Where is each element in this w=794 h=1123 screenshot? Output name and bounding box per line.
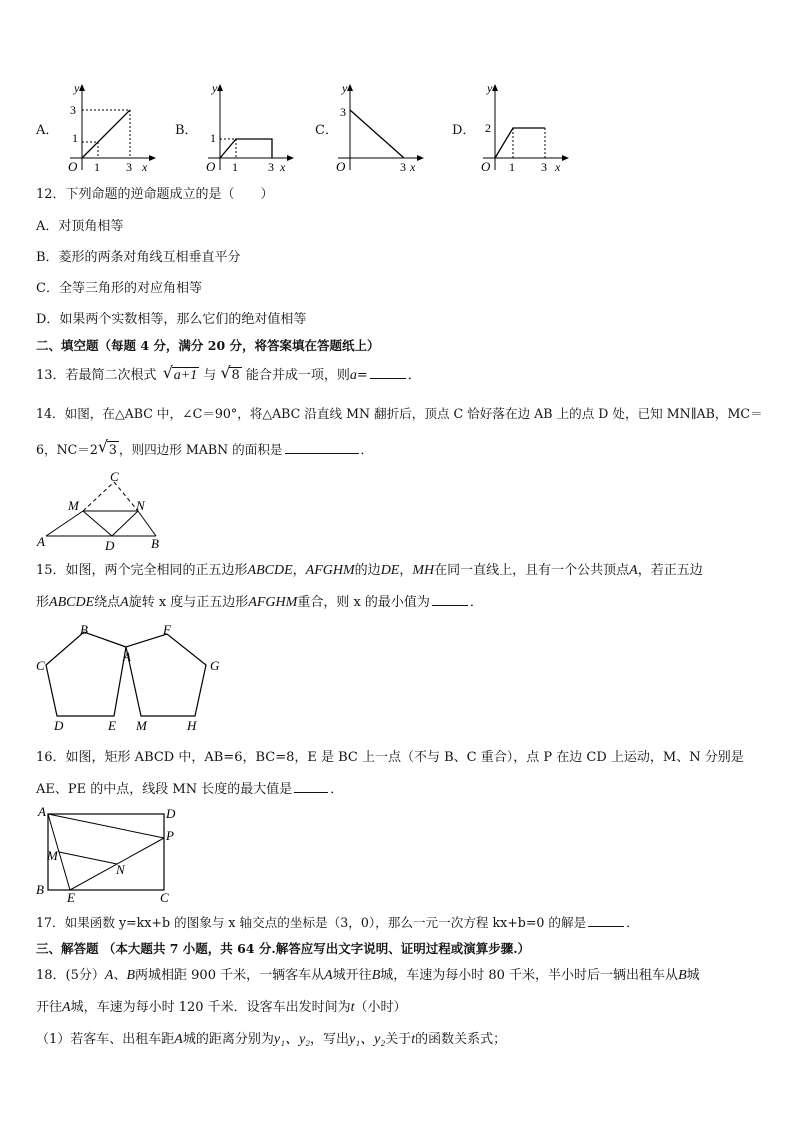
q18-line-1 — [36, 967, 700, 985]
text: 重合，则 x 的最小值为 — [297, 595, 430, 610]
option-graph-d — [475, 82, 571, 176]
tick-label: 3 — [541, 160, 547, 174]
text: 城 — [686, 968, 700, 983]
text: 绕点 — [94, 595, 121, 610]
origin-label: O — [206, 159, 216, 174]
variable-a: a — [349, 368, 357, 383]
tick-label: 2 — [485, 121, 491, 135]
radical-sign-icon: √ — [97, 437, 109, 456]
axis-y-label: y — [342, 82, 348, 95]
point-label-d: D — [54, 718, 64, 733]
text: 城，车速为每小时 80 千米，半小时后一辆出租车从 — [380, 968, 679, 983]
text: 17．如果函数 y=kx+b 的图象与 x 轴交点的坐标是（3，0），那么一元一次方程 kx+b=0 的解是 — [36, 915, 587, 930]
text: 在同一直线上，且有一个公共顶点 — [434, 563, 630, 578]
tick-label: 1 — [72, 131, 78, 145]
option-graph-b — [200, 82, 296, 176]
q13 — [36, 363, 421, 385]
q12-option-d: D．如果两个实数相等，那么它们的绝对值相等 — [36, 312, 307, 327]
tick-label: 3 — [126, 160, 132, 174]
variable-t: t — [350, 1000, 355, 1015]
option-label-c: C． — [315, 123, 338, 138]
point-label-f: F — [163, 622, 171, 637]
pentagon-name: ABCDE — [49, 595, 95, 610]
q12-option-a: A．对顶角相等 — [36, 219, 124, 234]
period: ． — [360, 442, 374, 457]
q14-figure — [34, 470, 174, 552]
q15-figure — [34, 620, 230, 736]
text: 的边 — [354, 563, 381, 578]
tick-label: 3 — [70, 103, 76, 117]
q15-line-1 — [36, 562, 703, 580]
point-label-h: H — [187, 718, 197, 733]
point-label-d: D — [105, 538, 115, 552]
point-name: A — [629, 563, 638, 578]
point-label-a: A — [123, 649, 131, 664]
text: ，若正五边 — [637, 563, 703, 578]
period: ． — [626, 915, 639, 930]
point-label-m: M — [136, 718, 147, 733]
q14-text-a: 6，NC＝2 — [36, 442, 98, 457]
point-label-b: B — [80, 622, 88, 637]
point-label-c: C — [160, 890, 169, 904]
text: 形 — [36, 595, 50, 610]
text: 城的距离分别为 — [182, 1032, 274, 1047]
axis-y-label: y — [212, 82, 218, 95]
pentagon-name: AFGHM — [305, 563, 355, 578]
text: 18．(5分） — [36, 968, 105, 983]
tick-label: 1 — [509, 160, 515, 174]
section-3-heading: 三、解答题 （本大题共 7 小题，共 64 分.解答应写出文字说明、证明过程或演算步骤.） — [36, 941, 531, 956]
q13-text-e: 能合并成一项，则 — [245, 368, 350, 383]
answer-blank — [588, 914, 624, 927]
q18-line-2 — [36, 999, 407, 1017]
text: 15．如图，两个完全相同的正五边形 — [36, 563, 248, 578]
pentagon-name: AFGHM — [248, 595, 298, 610]
answer-blank — [285, 441, 359, 454]
axis-x-label: x — [410, 160, 416, 174]
q15-line-2 — [36, 593, 483, 612]
point-label-d: D — [166, 806, 176, 821]
q12-option-b: B．菱形的两条对角线互相垂直平分 — [36, 250, 241, 265]
point-label-a: A — [37, 534, 45, 549]
point-label-m: M — [68, 498, 79, 513]
point-name: A — [120, 595, 129, 610]
city-name: A — [62, 1000, 71, 1015]
q18-line-3 — [36, 1031, 506, 1049]
option-label-d: D． — [452, 123, 476, 138]
tick-label: 3 — [268, 160, 274, 174]
point-label-m: M — [47, 848, 58, 863]
variables-y: y₁、y₂ — [349, 1032, 386, 1047]
q12-stem: 12．下列命题的逆命题成立的是（ ） — [36, 187, 274, 202]
period: ． — [407, 368, 421, 383]
q13-text-a: 13．若最简二次根式 — [36, 368, 157, 383]
variable-t: t — [411, 1032, 416, 1047]
text: 两城相距 900 千米，一辆客车从 — [135, 968, 325, 983]
sqrt-expression — [220, 363, 241, 385]
point-label-g: G — [210, 658, 220, 673]
radicand: a+1 — [173, 368, 198, 383]
q16-line-2 — [36, 780, 343, 799]
text: （1）若客车、出租车距 — [36, 1032, 175, 1047]
period: ． — [330, 782, 344, 797]
radicand: 3 — [108, 442, 117, 457]
option-graph-c — [330, 82, 426, 176]
origin-label: O — [481, 159, 491, 174]
origin-label: O — [336, 159, 346, 174]
city-name: A — [174, 1032, 183, 1047]
q14-line-1: 14．如图，在△ABC 中，∠C＝90°，将△ABC 沿直线 MN 翻折后，顶点 C 恰好落在边 AB 上的点 D 处，已知 MN∥AB，MC＝ — [36, 406, 763, 421]
text: 城开往 — [332, 968, 372, 983]
text: 、 — [113, 968, 127, 983]
point-label-c: C — [36, 658, 45, 673]
period: ． — [469, 595, 483, 610]
q14-line-2 — [36, 437, 374, 459]
origin-label: O — [68, 159, 78, 174]
q12-option-c: C．全等三角形的对应角相等 — [36, 281, 202, 296]
q16-figure — [34, 804, 194, 904]
city-name: B — [678, 968, 687, 983]
axis-y-label: y — [487, 82, 493, 95]
point-label-n: N — [136, 498, 145, 513]
point-label-a: A — [38, 804, 46, 819]
tick-label: 3 — [400, 160, 406, 174]
edge-name: MH — [412, 563, 435, 578]
option-label-b: B． — [175, 123, 198, 138]
text: AE、PE 的中点，线段 MN 长度的最大值是 — [36, 782, 293, 797]
tick-label: 1 — [210, 131, 216, 145]
city-name: B — [371, 968, 381, 983]
text: 开往 — [36, 1000, 63, 1015]
q14-text-c: ，则四边形 MABN 的面积是 — [118, 442, 283, 457]
axis-x-label: x — [280, 160, 286, 174]
text: （小时） — [354, 1000, 407, 1015]
point-label-p: P — [166, 828, 174, 843]
point-label-c: C — [110, 470, 119, 484]
text: 的函数关系式； — [415, 1032, 507, 1047]
sqrt-expression — [97, 437, 119, 459]
text: ， — [292, 563, 306, 578]
equals: = — [356, 368, 368, 383]
point-label-b: B — [151, 536, 159, 551]
city-name: A — [104, 968, 114, 983]
answer-blank — [294, 780, 328, 793]
city-name: A — [324, 968, 333, 983]
variables-y: y₁、y₂ — [273, 1032, 311, 1047]
answer-blank — [432, 593, 468, 606]
point-label-n: N — [116, 862, 125, 877]
point-label-b: B — [36, 882, 44, 897]
axis-x-label: x — [555, 160, 561, 174]
text: 关于 — [385, 1032, 412, 1047]
section-2-heading: 二、填空题（每题 4 分，满分 20 分，将答案填在答题纸上） — [36, 338, 380, 353]
tick-label: 1 — [232, 160, 238, 174]
axis-y-label: y — [74, 82, 80, 95]
point-label-e: E — [67, 890, 75, 904]
tick-label: 3 — [340, 105, 346, 119]
answer-blank — [370, 366, 406, 379]
sqrt-expression — [162, 363, 199, 385]
text: 城，车速为每小时 120 千米．设客车出发时间为 — [70, 1000, 351, 1015]
axis-x-label: x — [142, 160, 148, 174]
pentagon-name: ABCDE — [247, 563, 293, 578]
radicand: 8 — [231, 368, 240, 383]
point-label-e: E — [108, 718, 116, 733]
option-label-a: A． — [36, 123, 59, 138]
edge-name: DE — [380, 563, 400, 578]
q16-line-1: 16．如图，矩形 ABCD 中，AB=6，BC=8，E 是 BC 上一点（不与 B、C 重合），点 P 在边 CD 上运动，M、N 分别是 — [36, 750, 744, 765]
text: 旋转 x 度与正五边形 — [128, 595, 249, 610]
text: ，写出 — [310, 1032, 350, 1047]
option-graph-a — [62, 82, 158, 176]
city-name: B — [126, 968, 136, 983]
tick-label: 1 — [94, 160, 100, 174]
text: ， — [399, 563, 413, 578]
radical-sign-icon: √ — [162, 363, 173, 382]
q17 — [36, 914, 639, 932]
q13-text-c: 与 — [203, 368, 217, 383]
radical-sign-icon: √ — [220, 363, 231, 382]
